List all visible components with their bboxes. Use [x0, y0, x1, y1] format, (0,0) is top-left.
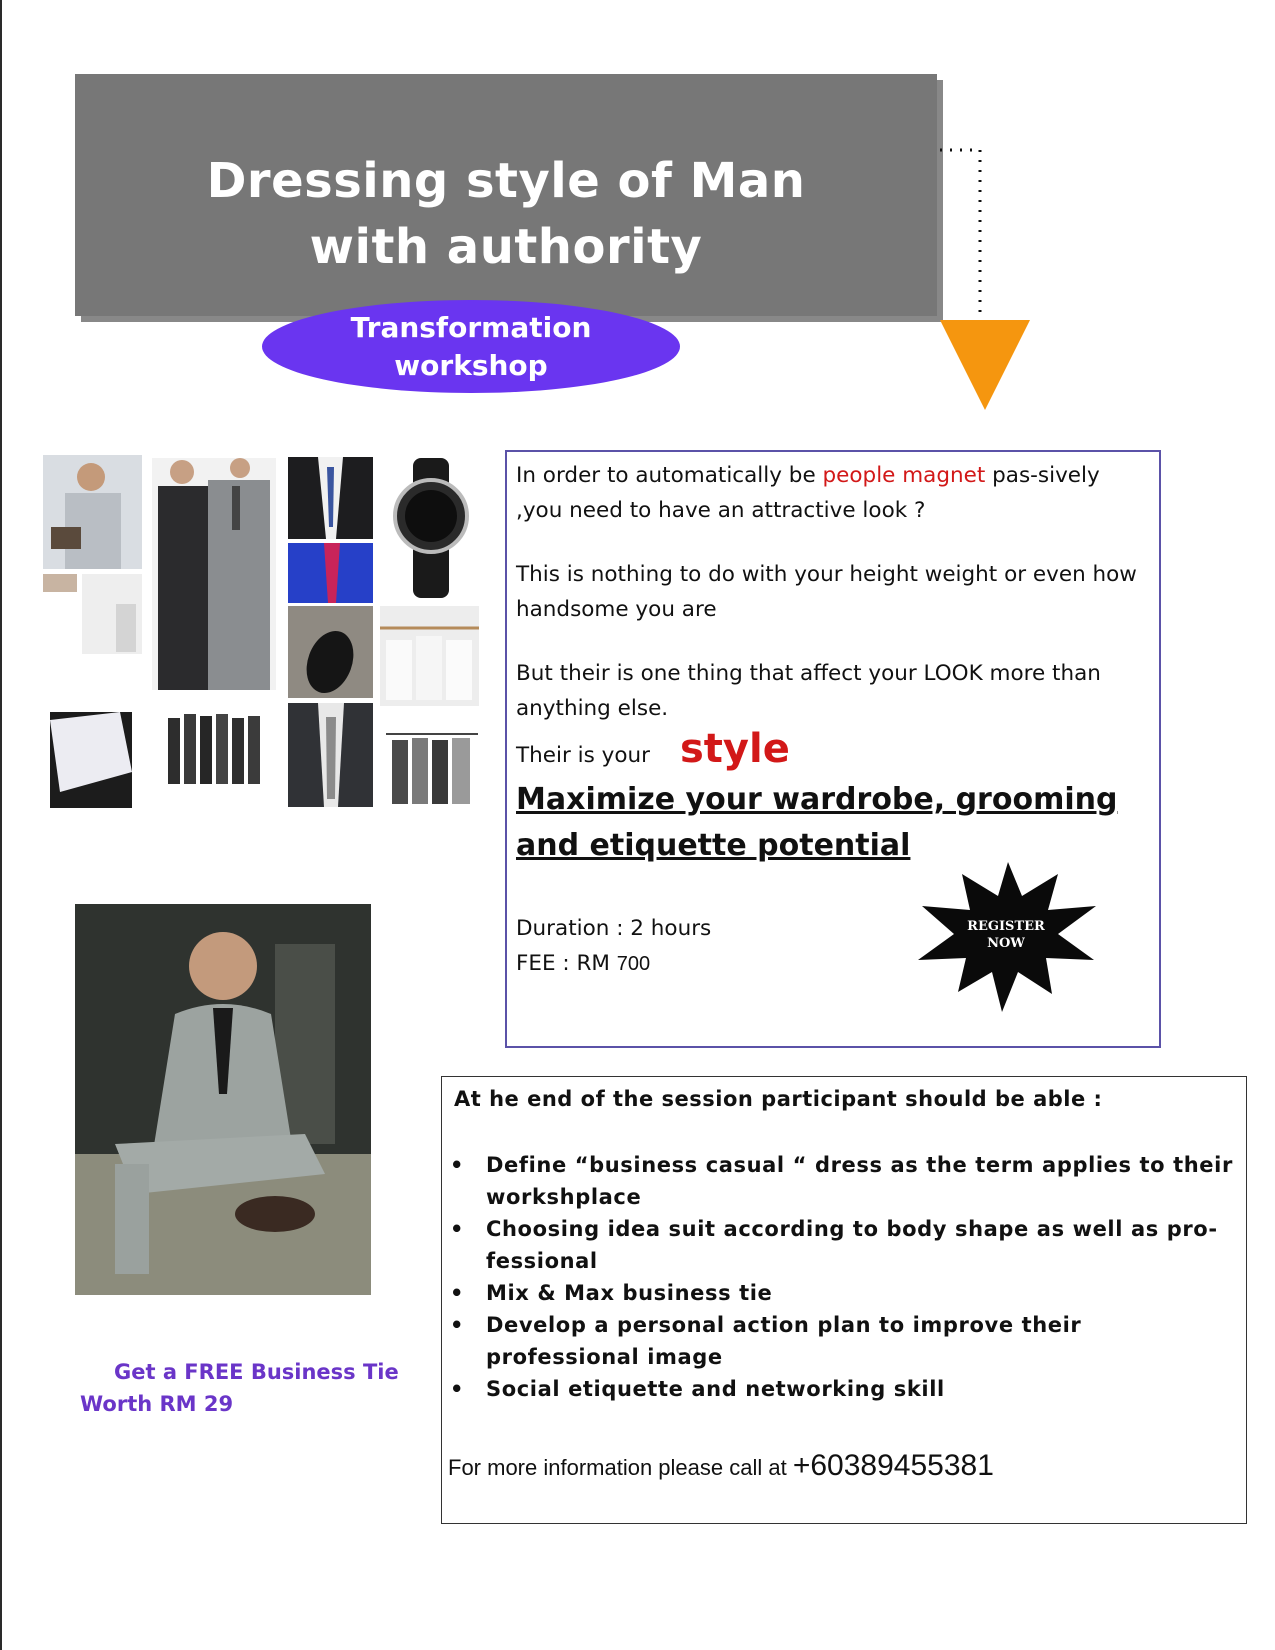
title-banner: [75, 74, 937, 316]
photo-business-woman: [43, 455, 142, 569]
look-paragraph: But their is one thing that affect your LOOK more than anything else.: [516, 661, 1101, 721]
pill-line-1: Transformation: [350, 310, 592, 344]
photo-thumb-a: [43, 574, 77, 592]
outcomes-box: [441, 1076, 1247, 1524]
duration-line: Duration : 2 hours: [516, 916, 712, 941]
photo-shirt-cuff: [50, 712, 132, 808]
photo-thumb-b: [82, 574, 142, 654]
title-line-2: with authority: [309, 219, 703, 275]
photo-suited-couple: [152, 458, 276, 690]
photo-business-group: [164, 708, 264, 786]
register-label: REGISTER: [967, 919, 1045, 934]
fee-amount: 700: [616, 953, 651, 975]
contact-text: For more information please call at: [448, 1455, 793, 1480]
page-left-rule: [0, 0, 2, 1650]
photo-shirts-on-hangers: [380, 606, 479, 706]
promo-line-2: Worth RM 29: [80, 1392, 234, 1416]
height-paragraph: This is nothing to do with your height weight or even how handsome you are: [516, 562, 1137, 622]
fee-label: FEE : RM: [516, 951, 617, 976]
intro-text-a: In order to automatically be: [516, 463, 823, 488]
photo-clothes-rack: [386, 726, 478, 808]
style-lead: Their is your: [516, 743, 650, 768]
style-paragraph: [516, 726, 1146, 773]
list-item: • Social etiquette and networking skill: [450, 1373, 1240, 1405]
register-now-button[interactable]: [943, 918, 1069, 952]
list-item: • Develop a personal action plan to improve their professional image: [450, 1309, 1240, 1373]
free-tie-promo: [80, 1356, 410, 1420]
photo-black-suit: [288, 457, 373, 539]
list-item: • Define “business casual “ dress as the term applies to their workshplace: [450, 1149, 1240, 1213]
list-item: • Mix & Max business tie: [450, 1277, 1240, 1309]
photo-grey-suit-tie: [288, 703, 373, 807]
contact-phone[interactable]: +60389455381: [792, 1449, 994, 1482]
photo-wristwatch: [383, 458, 479, 598]
people-magnet-highlight: people magnet: [822, 463, 986, 488]
list-item: • Choosing idea suit according to body shape as well as pro-fessional: [450, 1213, 1240, 1277]
pill-line-2: workshop: [394, 348, 548, 382]
photo-blue-shirt-tie: [288, 543, 373, 603]
intro-paragraph: [516, 458, 1146, 528]
title-line-1: Dressing style of Man: [206, 153, 806, 209]
now-label: NOW: [987, 936, 1025, 951]
contact-line: [448, 1449, 994, 1483]
page-title: [75, 148, 937, 280]
style-word: style: [680, 726, 790, 772]
workshop-pill: [262, 300, 680, 393]
photo-shoes: [288, 606, 373, 698]
photo-seated-man: [75, 904, 371, 1295]
intro-text-b: pas-sively ,you need to have an attractive look ?: [516, 463, 1100, 523]
outcomes-heading: At he end of the session participant should be able :: [454, 1087, 1103, 1111]
promo-line-1: Get a FREE Business Tie: [114, 1360, 399, 1384]
outcomes-list: [450, 1149, 1240, 1405]
maximize-headline: Maximize your wardrobe, grooming and etiquette potential: [516, 782, 1118, 863]
dotted-arrow-icon: [940, 148, 1050, 410]
